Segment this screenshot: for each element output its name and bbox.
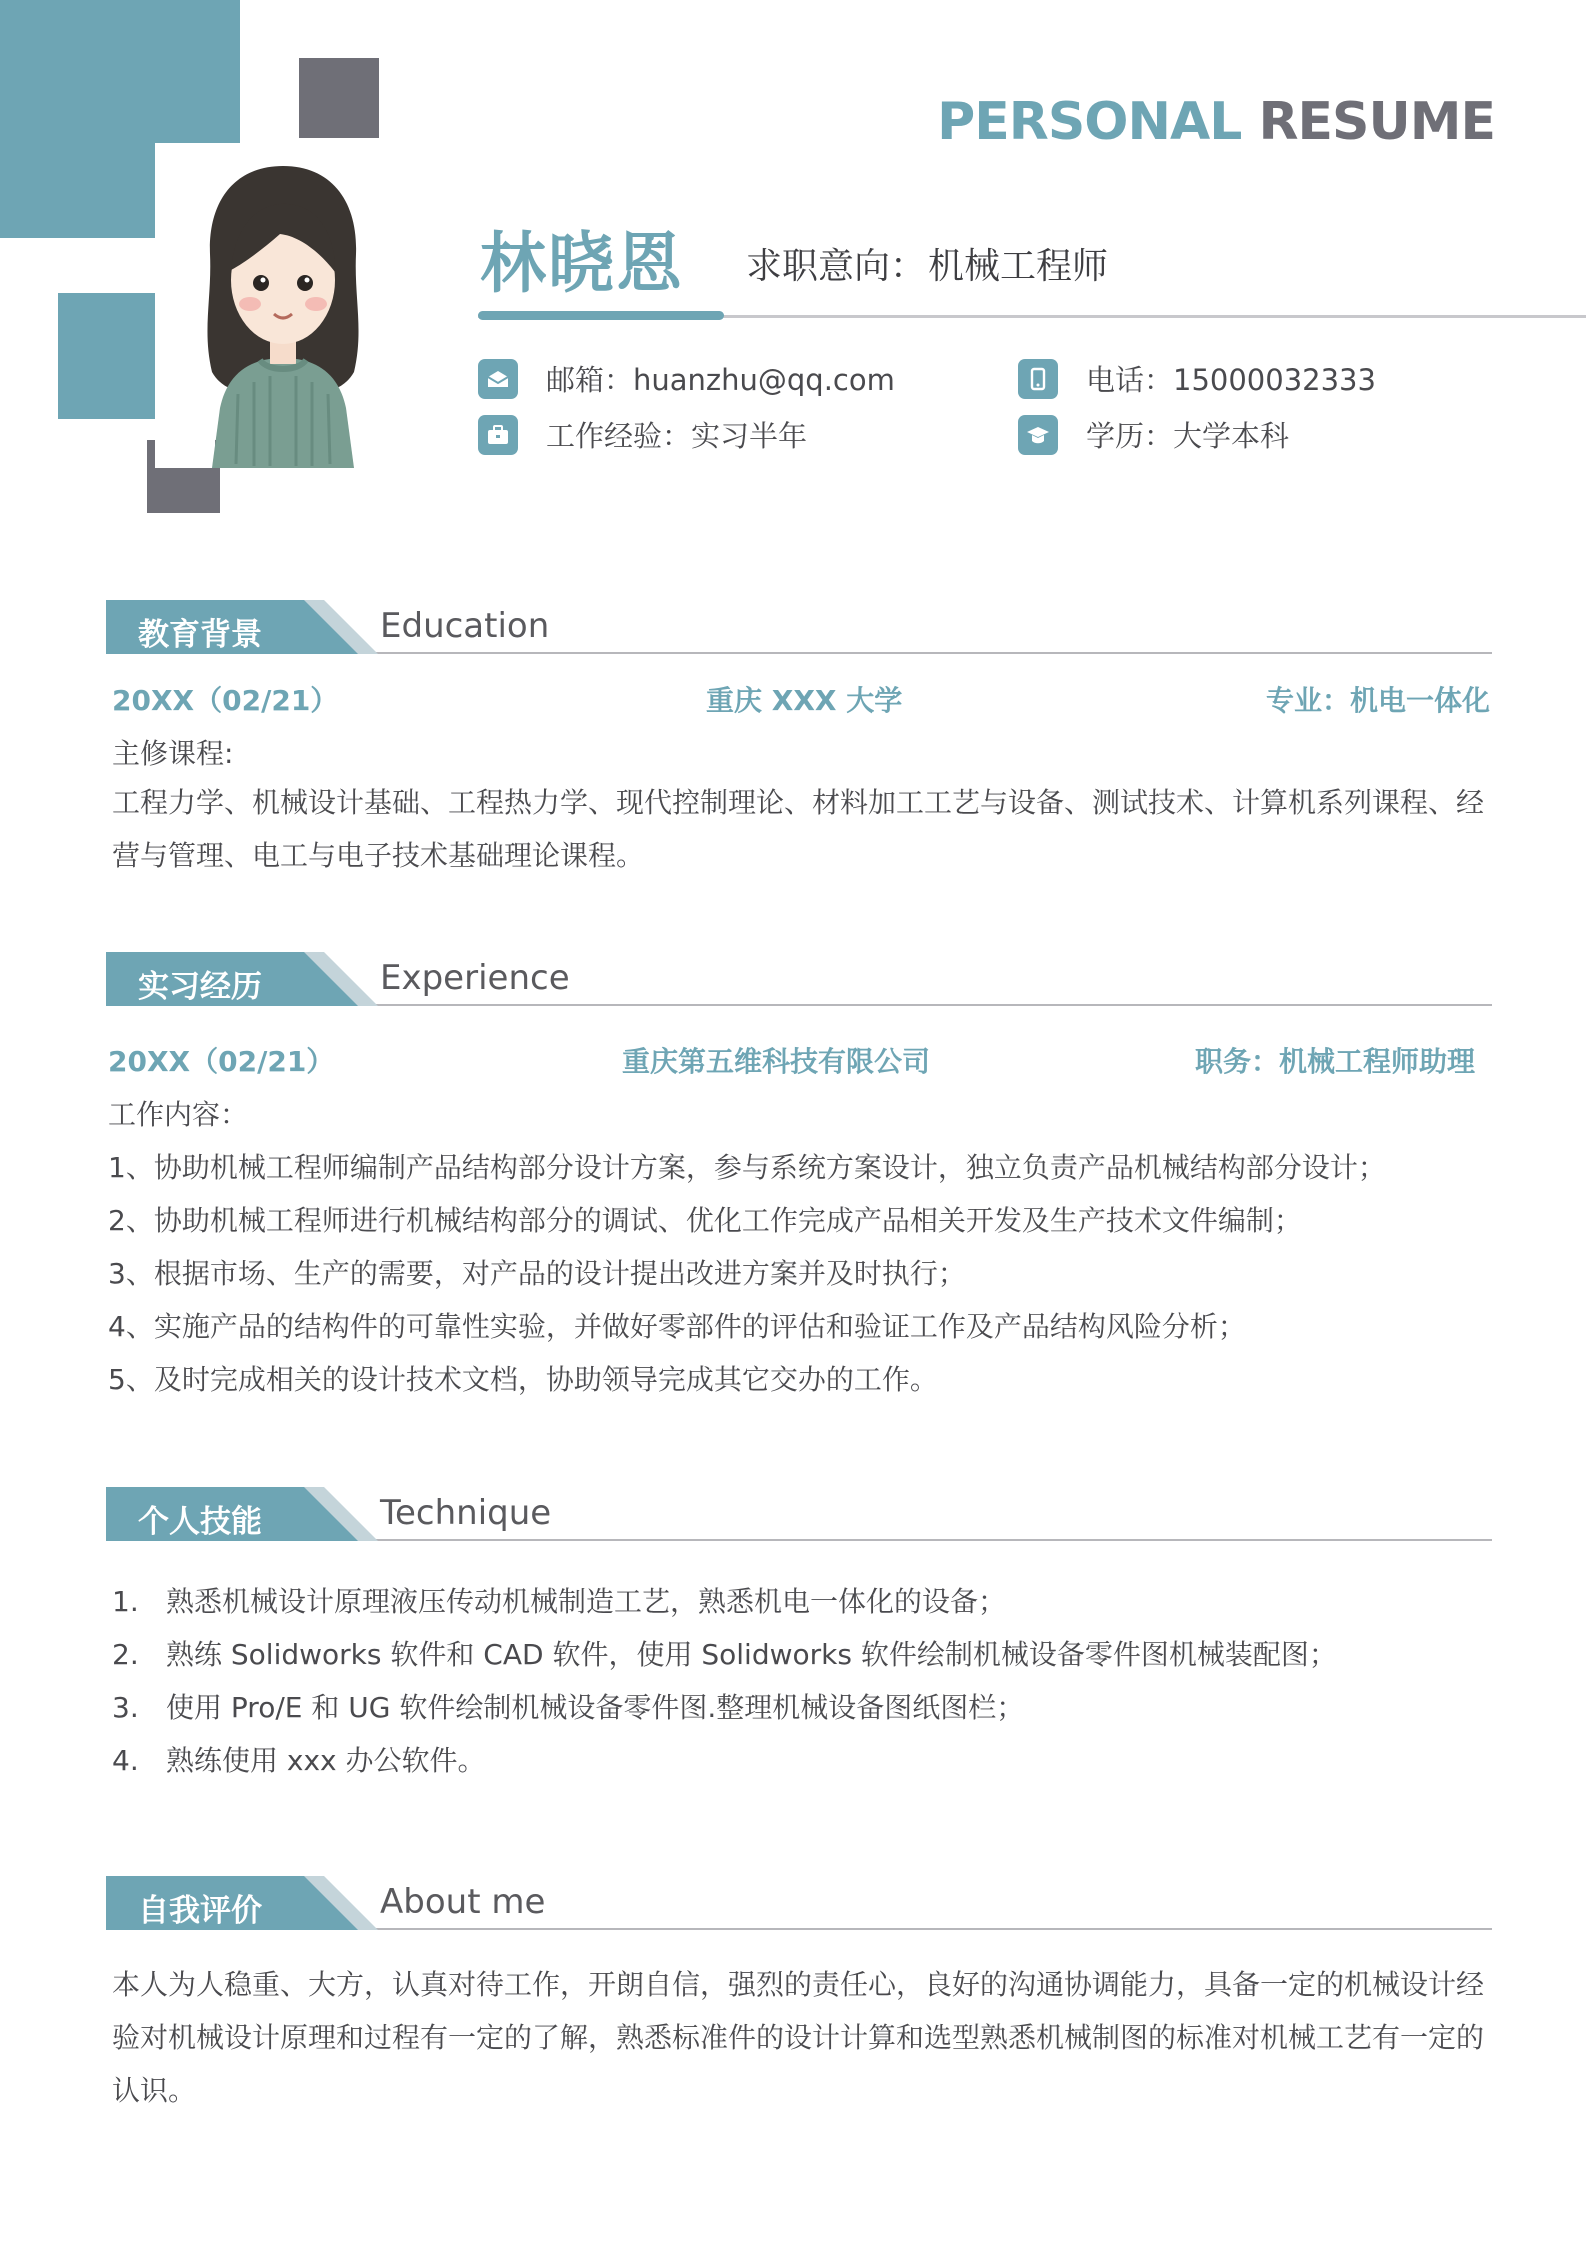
education-courses-label: 主修课程:	[112, 737, 234, 770]
skill-number: 4.	[112, 1744, 139, 1777]
skill-item	[112, 1686, 1024, 1726]
contact-email-text: 邮箱：huanzhu@qq.com	[546, 363, 895, 397]
contact-phone	[1018, 358, 1376, 399]
experience-item: 4、实施产品的结构件的可靠性实验，并做好零部件的评估和验证工作及产品结构风险分析；	[108, 1310, 1246, 1343]
contact-education-text: 学历：大学本科	[1086, 419, 1290, 453]
section-title-en: Experience	[380, 958, 570, 998]
skill-number: 3.	[112, 1691, 139, 1724]
experience-company: 重庆第五维科技有限公司	[622, 1045, 931, 1078]
skill-item	[112, 1739, 486, 1779]
skill-text: 使用 Pro/E 和 UG 软件绘制机械设备零件图.整理机械设备图纸图栏；	[166, 1691, 1025, 1724]
job-intent	[746, 238, 1108, 289]
resume-title-part2: RESUME	[1258, 92, 1495, 152]
decor-block-gray-top	[299, 58, 379, 138]
section-title-cn: 自我评价	[138, 1893, 262, 1929]
section-title-en: Education	[380, 606, 550, 646]
contact-email	[478, 358, 895, 399]
education-date: 20XX（02/21）	[112, 684, 339, 717]
section-title-cn: 教育背景	[138, 617, 262, 653]
experience-item: 1、协助机械工程师编制产品结构部分设计方案，参与系统方案设计，独立负责产品机械结构部分设计；	[108, 1151, 1386, 1184]
skill-item	[112, 1633, 1337, 1673]
resume-title	[937, 92, 1495, 152]
skill-text: 熟悉机械设计原理液压传动机械制造工艺，熟悉机电一体化的设备；	[166, 1585, 1007, 1618]
decor-block-teal-left	[0, 143, 155, 238]
decor-block-teal-mid	[58, 293, 155, 419]
experience-item: 3、根据市场、生产的需要，对产品的设计提出改进方案并及时执行；	[108, 1257, 966, 1290]
section-title-en: About me	[380, 1882, 546, 1922]
experience-position: 职务：机械工程师助理	[1194, 1045, 1475, 1078]
experience-content-label: 工作内容：	[108, 1098, 249, 1131]
decor-block-teal-top	[0, 0, 240, 143]
header-divider-accent	[478, 311, 724, 320]
job-intent-value: 机械工程师	[928, 246, 1109, 287]
education-major: 专业：机电一体化	[1265, 684, 1490, 717]
section-header-experience	[106, 952, 1492, 1008]
education-school: 重庆 XXX 大学	[706, 684, 903, 717]
education-courses: 工程力学、机械设计基础、工程热力学、现代控制理论、材料加工工艺与设备、测试技术、计算机系列课程、经营与管理、电工与电子技术基础理论课程。	[112, 786, 1485, 872]
mail-icon	[478, 359, 518, 399]
contact-phone-text: 电话：15000032333	[1086, 363, 1376, 397]
skill-number: 1.	[112, 1585, 139, 1618]
candidate-name: 林晓恩	[480, 225, 684, 302]
section-header-skills	[106, 1487, 1492, 1543]
contact-experience	[478, 414, 807, 455]
skill-text: 熟练 Solidworks 软件和 CAD 软件，使用 Solidworks 软件绘制机械设备零件图机械装配图；	[166, 1638, 1337, 1671]
graduation-cap-icon	[1018, 415, 1058, 455]
experience-date: 20XX（02/21）	[108, 1045, 335, 1078]
job-intent-label: 求职意向：	[746, 246, 927, 287]
section-title-en: Technique	[380, 1493, 552, 1533]
contact-education	[1018, 414, 1289, 455]
about-text: 本人为人稳重、大方，认真对待工作，开朗自信，强烈的责任心，良好的沟通协调能力，具备一定的机械设计经验对机械设计原理和过程有一定的了解，熟悉标准件的设计计算和选型熟悉机械制图的标准对机械工艺有一定的认识。	[112, 1968, 1485, 2107]
skill-number: 2.	[112, 1638, 139, 1671]
avatar	[198, 158, 368, 468]
skill-text: 熟练使用 xxx 办公软件。	[166, 1744, 486, 1777]
section-title-cn: 个人技能	[138, 1504, 262, 1540]
section-header-education	[106, 600, 1492, 656]
skill-item	[112, 1580, 1006, 1620]
section-title-cn: 实习经历	[138, 969, 262, 1005]
section-header-about	[106, 1876, 1492, 1932]
experience-item: 2、协助机械工程师进行机械结构部分的调试、优化工作完成产品相关开发及生产技术文件编制；	[108, 1204, 1302, 1237]
resume-title-part1: PERSONAL	[937, 92, 1242, 152]
contact-experience-text: 工作经验：实习半年	[546, 419, 808, 453]
briefcase-icon	[478, 415, 518, 455]
experience-item: 5、及时完成相关的设计技术文档，协助领导完成其它交办的工作。	[108, 1363, 938, 1396]
phone-icon	[1018, 359, 1058, 399]
